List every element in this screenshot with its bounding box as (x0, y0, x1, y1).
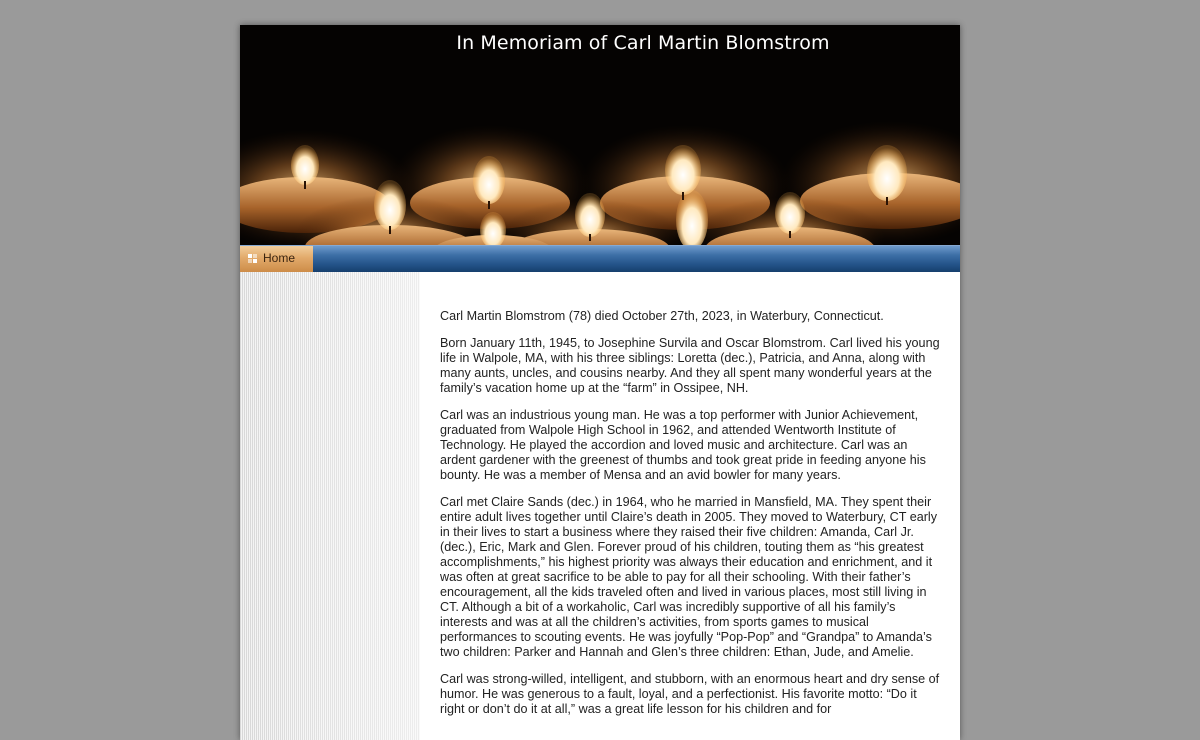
site-title: In Memoriam of Carl Martin Blomstrom (456, 32, 830, 54)
nav-item-home[interactable] (240, 246, 313, 272)
paragraph: Carl was an industrious young man. He was a top performer with Junior Achievement, graduated from Walpole High School in 1962, and attended Wentworth Institute of Technology. He played the accordion and loved music and architecture. Carl was an ardent gardener with the greenest of thumbs and took great pride in feeding anyone his bounty. He was a member of Mensa and an avid bowler for many years. (440, 408, 926, 482)
home-icon (248, 254, 258, 264)
paragraph: Carl met Claire Sands (dec.) in 1964, who he married in Mansfield, MA. They spent their entire adult lives together until Claire’s death in 2005. They moved to Waterbury, CT early in their lives to start a business where they raised their five children: Amanda, Carl Jr. (dec.), Eric, Mark and Glen. Forever proud of his children, touting them as “his greatest accomplishments,” his highest priority was always their education and enrichment, and it was often at great sacrifice to be able to pay for all their schooling. With their father’s encouragement, all the kids traveled often and lived in various places, most still living in CT. Although a bit of a workaholic, Carl was incredibly supportive of all his family’s interests and was at all the children’s activities, from sports games to musical performances to scouting events. He was joyfully “Pop-Pop” and “Grandpa” to Amanda’s two children: Parker and Hannah and Glen’s three children: Ethan, Jude, and Amelie. (440, 495, 938, 659)
nav-item-home-label: Home (263, 251, 296, 265)
paragraph: Carl Martin Blomstrom (78) died October 27th, 2023, in Waterbury, Connecticut. (440, 309, 884, 323)
paragraph: Carl was strong-willed, intelligent, and stubborn, with an enormous heart and dry sense of humor. He was generous to a fault, loyal, and a perfectionist. His favorite motto: “Do it right or don’t do it at all,” was a great life lesson for his children and for (440, 672, 940, 716)
main-navigation (240, 245, 960, 272)
candles-image (240, 25, 960, 245)
paragraph: Born January 11th, 1945, to Josephine Survila and Oscar Blomstrom. Carl lived his young life in Walpole, MA, with his three siblings: Loretta (dec.), Patricia, and Anna, along with many aunts, uncles, and cousins nearby. And they all spent many wonderful years at the family’s vacation home up at the “farm” in Ossipee, NH. (440, 336, 940, 395)
page-container (240, 25, 960, 740)
sidebar (240, 272, 420, 740)
header-banner (240, 25, 960, 245)
obituary-content (440, 309, 940, 729)
